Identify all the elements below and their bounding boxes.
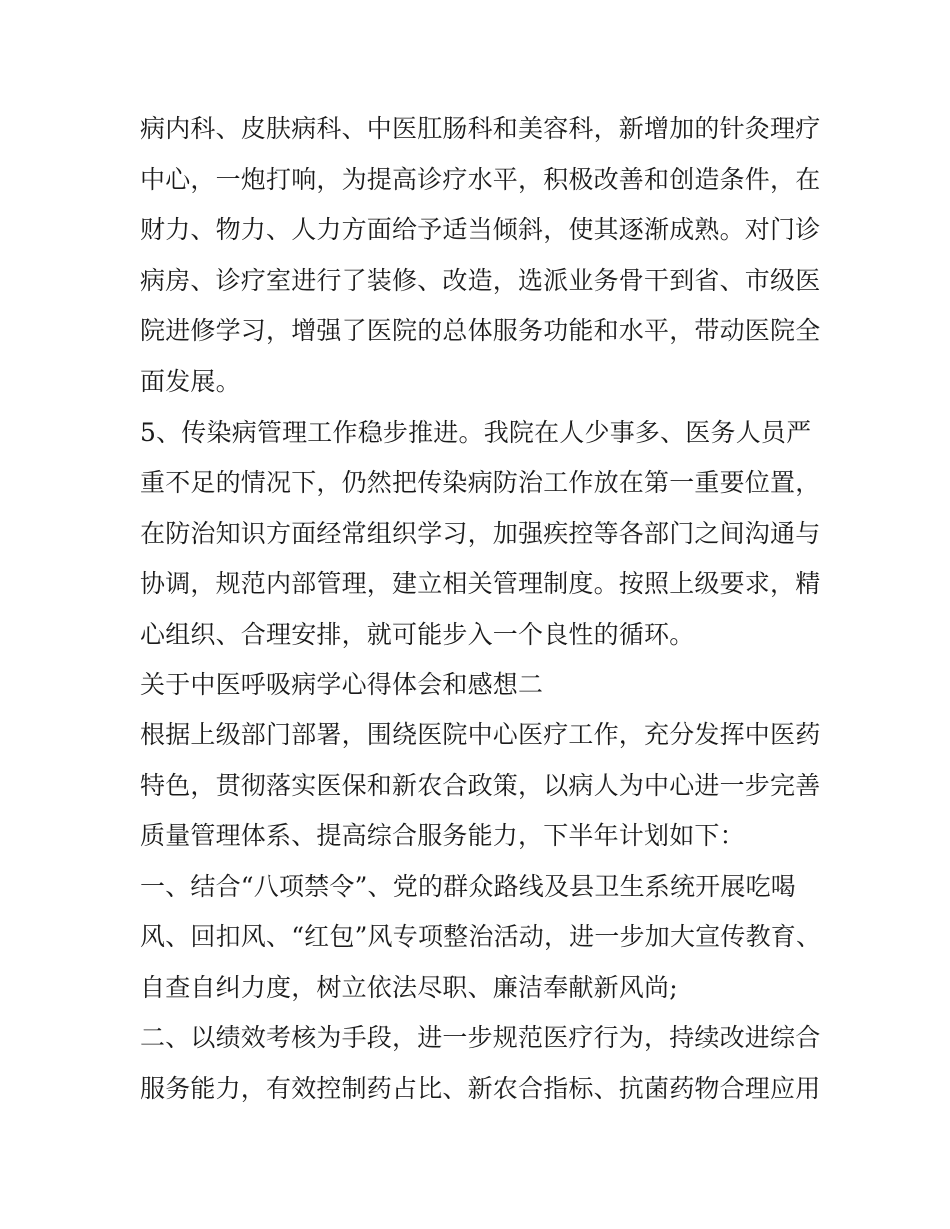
text-line: 心组织、合理安排，就可能步入一个良性的循环。 [140,620,695,649]
text-line: 根据上级部门部署，围绕医院中心医疗工作，充分发挥中医药 [140,720,821,749]
list-item-heading: 一、结合“八项禁令”、党的群众路线及县卫生系统开展吃喝 [140,872,796,901]
text-line: 病房、诊疗室进行了装修、改造，选派业务骨干到省、市级医 [140,266,821,295]
text-line: 自查自纠力度，树立依法尽职、廉洁奉献新风尚; [140,973,678,1002]
text-line: 面发展。 [140,367,241,396]
section-title: 关于中医呼吸病学心得体会和感想二 [140,670,544,699]
text-line: 重不足的情况下，仍然把传染病防治工作放在第一重要位置， [140,468,821,497]
text-line: 特色，贯彻落实医保和新农合政策，以病人为中心进一步完善 [140,771,821,800]
text-line: 中心，一炮打响，为提高诊疗水平，积极改善和创造条件，在 [140,165,821,194]
text-line: 风、回扣风、“红包”风专项整治活动，进一步加大宣传教育、 [140,922,822,951]
text-line: 在防治知识方面经常组织学习，加强疾控等各部门之间沟通与 [140,519,821,548]
text-line: 院进修学习，增强了医院的总体服务功能和水平，带动医院全 [140,316,821,345]
text-line: 财力、物力、人力方面给予适当倾斜，使其逐渐成熟。对门诊 [140,215,821,244]
section-heading: 5、传染病管理工作稳步推进。我院在人少事多、医务人员严 [140,418,812,447]
text-line: 质量管理体系、提高综合服务能力，下半年计划如下： [140,821,745,850]
text-line: 服务能力，有效控制药占比、新农合指标、抗菌药物合理应用 [140,1074,821,1103]
list-item-heading: 二、以绩效考核为手段，进一步规范医疗行为，持续改进综合 [140,1023,821,1052]
text-line: 协调，规范内部管理，建立相关管理制度。按照上级要求，精 [140,569,821,598]
text-line: 病内科、皮肤病科、中医肛肠科和美容科，新增加的针灸理疗 [140,114,821,143]
